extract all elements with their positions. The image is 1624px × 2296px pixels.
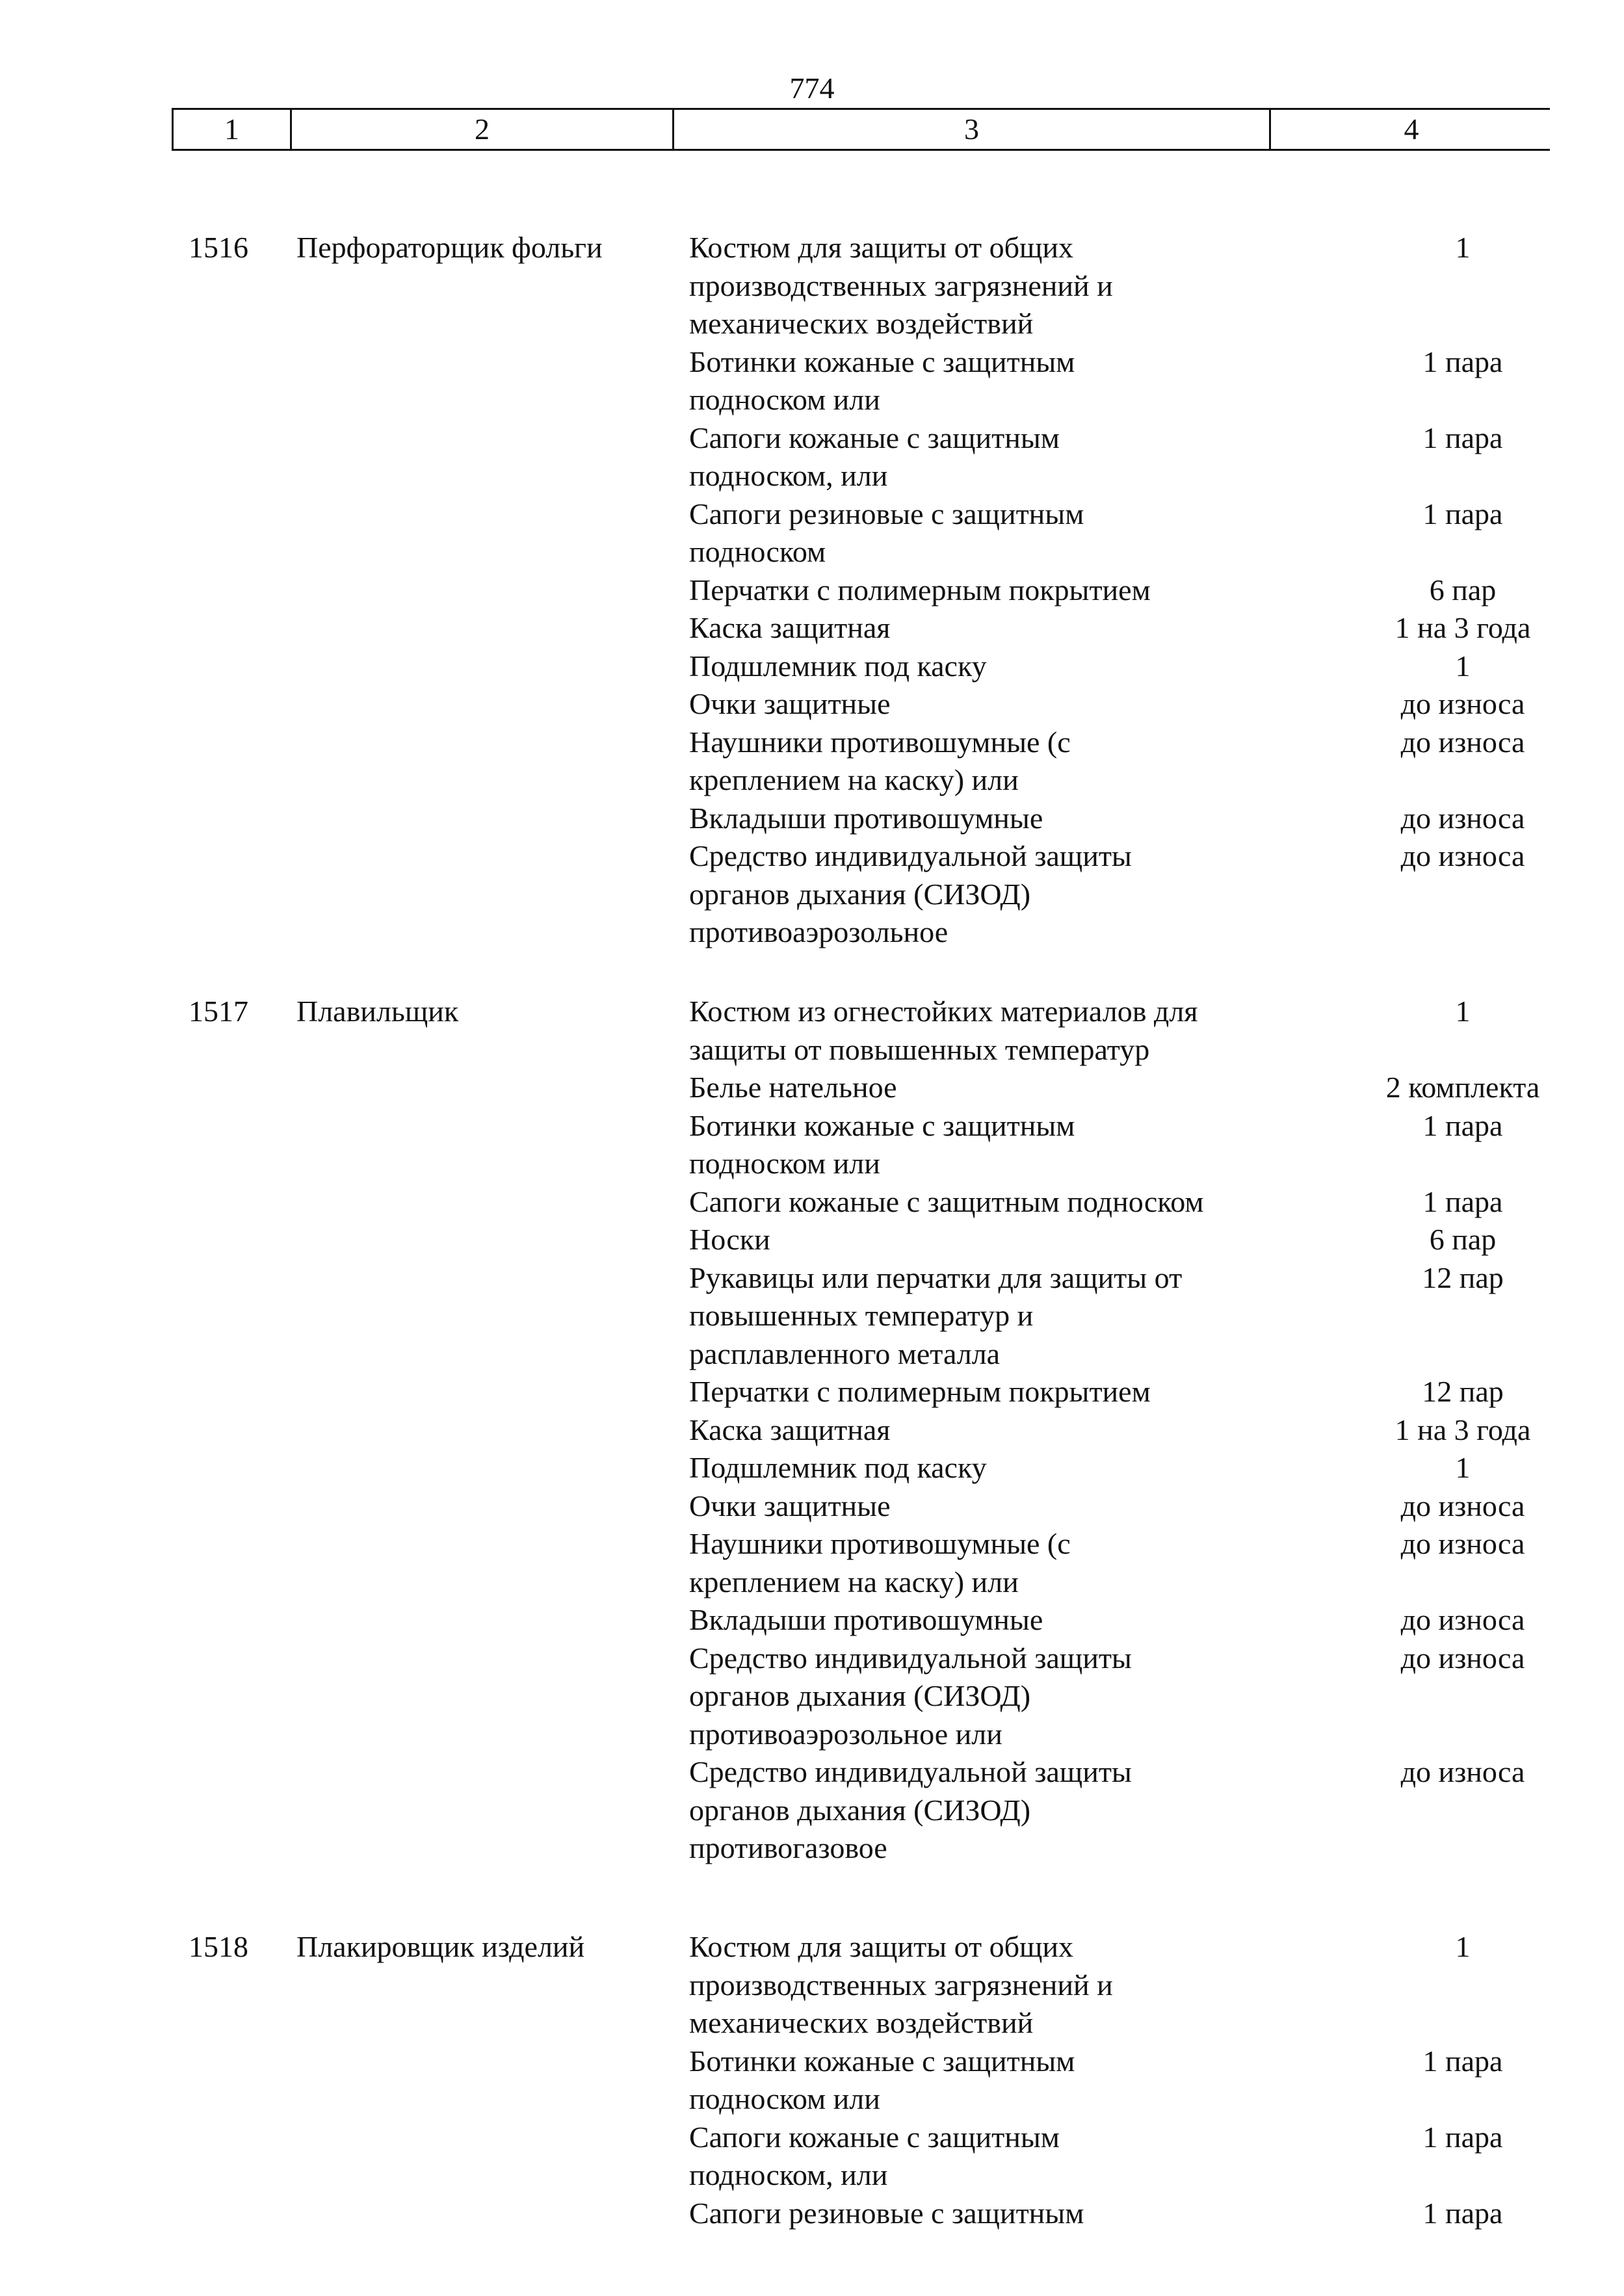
column-header-1: 1 xyxy=(174,110,292,149)
equipment-item-quantity: 1 пара xyxy=(1422,1184,1503,1218)
entry-number: 1518 xyxy=(189,1930,248,1963)
equipment-item-text: Перчатки с полимерным покрытием xyxy=(689,573,1151,607)
equipment-item-text: Ботинки кожаные с защитным xyxy=(689,1108,1075,1142)
equipment-item-text: Сапоги кожаные с защитным xyxy=(689,2120,1060,2154)
profession-name: Плакировщик изделий xyxy=(296,1930,585,1963)
equipment-item-quantity: до износа xyxy=(1400,1527,1525,1560)
equipment-item xyxy=(689,685,1525,724)
equipment-item xyxy=(689,1601,1525,1639)
equipment-item-text: Средство индивидуальной защиты xyxy=(689,839,1132,872)
equipment-item-text: Сапоги резиновые с защитным xyxy=(689,497,1084,530)
equipment-item-quantity: 12 пар xyxy=(1422,1260,1504,1294)
equipment-item-text: защиты от повышенных температур xyxy=(689,1032,1150,1066)
equipment-item-text: Очки защитные xyxy=(689,1489,891,1522)
equipment-item-text: Костюм из огнестойких материалов для xyxy=(689,995,1198,1028)
profession-name: Перфораторщик фольги xyxy=(296,231,603,264)
equipment-item-quantity: 12 пар xyxy=(1422,1375,1504,1408)
equipment-item-text: подноском, или xyxy=(689,459,888,492)
equipment-item xyxy=(689,1928,1471,2042)
equipment-item-text: противоаэрозольное xyxy=(689,915,949,948)
equipment-item xyxy=(689,609,1531,647)
equipment-item xyxy=(689,495,1503,571)
equipment-item-text: Носки xyxy=(689,1223,770,1256)
column-header-4: 4 xyxy=(1404,112,1419,146)
equipment-item-quantity: 1 xyxy=(1455,1451,1471,1484)
equipment-item-quantity: до износа xyxy=(1400,725,1525,759)
equipment-item-quantity: 1 пара xyxy=(1422,421,1503,454)
column-header-row xyxy=(172,108,1550,151)
equipment-item-quantity: до износа xyxy=(1400,801,1525,835)
equipment-item xyxy=(689,647,1471,686)
equipment-item-quantity: 1 пара xyxy=(1422,2196,1503,2230)
equipment-item-text: Костюм для защиты от общих xyxy=(689,1930,1074,1963)
equipment-item-text: производственных загрязнений и xyxy=(689,1968,1113,2002)
equipment-list xyxy=(689,993,1540,1868)
equipment-item-text: Ботинки кожаные с защитным xyxy=(689,345,1075,378)
equipment-item-quantity: 1 xyxy=(1455,995,1471,1028)
equipment-item-text: повышенных температур и xyxy=(689,1299,1034,1332)
equipment-item xyxy=(689,1525,1525,1601)
equipment-item xyxy=(689,1753,1525,1868)
equipment-item-quantity: 2 комплекта xyxy=(1385,1071,1540,1104)
column-header-3: 3 xyxy=(674,110,1271,149)
equipment-item-text: Сапоги резиновые с защитным xyxy=(689,2196,1084,2230)
equipment-item-quantity: до износа xyxy=(1400,1641,1525,1675)
equipment-item xyxy=(689,2195,1503,2233)
equipment-item-quantity: 1 пара xyxy=(1422,1108,1503,1142)
page-number: 774 xyxy=(789,72,835,105)
equipment-item-text: подноском или xyxy=(689,383,880,416)
equipment-item xyxy=(689,343,1503,419)
equipment-item-text: расплавленного металла xyxy=(689,1337,1001,1370)
equipment-item xyxy=(689,1449,1471,1487)
equipment-item xyxy=(689,1107,1503,1183)
equipment-item-quantity: 1 на 3 года xyxy=(1395,611,1531,644)
equipment-item xyxy=(689,419,1503,495)
equipment-item-quantity: 6 пар xyxy=(1429,573,1497,607)
equipment-item-quantity: до износа xyxy=(1400,1603,1525,1636)
equipment-item-text: Вкладыши противошумные xyxy=(689,1603,1043,1636)
equipment-item xyxy=(689,724,1525,800)
entry-number: 1517 xyxy=(189,995,248,1028)
equipment-item-text: органов дыхания (СИЗОД) xyxy=(689,877,1031,911)
equipment-item xyxy=(689,1373,1504,1411)
equipment-item-quantity: до износа xyxy=(1400,1755,1525,1788)
equipment-item-text: Подшлемник под каску xyxy=(689,649,987,683)
equipment-item-quantity: до износа xyxy=(1400,687,1525,720)
equipment-item-text: механических воздействий xyxy=(689,307,1034,340)
equipment-item-quantity: 1 пара xyxy=(1422,2120,1503,2154)
equipment-item-text: Сапоги кожаные с защитным xyxy=(689,421,1060,454)
equipment-item xyxy=(689,229,1471,343)
equipment-item-text: креплением на каску) или xyxy=(689,1565,1019,1598)
equipment-item-text: механических воздействий xyxy=(689,2006,1034,2039)
equipment-item-quantity: 1 на 3 года xyxy=(1395,1413,1531,1446)
column-header-2: 2 xyxy=(292,110,674,149)
equipment-item-text: производственных загрязнений и xyxy=(689,268,1113,302)
equipment-item-text: подноском или xyxy=(689,1147,880,1180)
equipment-item xyxy=(689,1183,1503,1221)
equipment-item-text: Костюм для защиты от общих xyxy=(689,231,1074,264)
equipment-item xyxy=(689,1487,1525,1526)
equipment-item xyxy=(689,571,1497,610)
equipment-item-text: противоаэрозольное или xyxy=(689,1717,1002,1751)
equipment-item-text: Перчатки с полимерным покрытием xyxy=(689,1375,1151,1408)
equipment-item-quantity: 1 xyxy=(1455,231,1471,264)
equipment-item-text: Сапоги кожаные с защитным подноском xyxy=(689,1184,1204,1218)
equipment-item-quantity: 1 пара xyxy=(1422,345,1503,378)
equipment-item-text: Очки защитные xyxy=(689,687,891,720)
equipment-item-quantity: 6 пар xyxy=(1429,1223,1497,1256)
equipment-item-text: Подшлемник под каску xyxy=(689,1451,987,1484)
equipment-item-text: креплением на каску) или xyxy=(689,763,1019,796)
equipment-item-text: Белье нательное xyxy=(689,1071,897,1104)
equipment-item-text: Ботинки кожаные с защитным xyxy=(689,2044,1075,2078)
equipment-item-text: Наушники противошумные (с xyxy=(689,1527,1071,1560)
equipment-item xyxy=(689,1221,1497,1259)
equipment-item-text: Средство индивидуальной защиты xyxy=(689,1641,1132,1675)
equipment-item xyxy=(689,1411,1531,1450)
equipment-item-text: Каска защитная xyxy=(689,611,891,644)
equipment-item xyxy=(689,2119,1503,2195)
equipment-item-text: Средство индивидуальной защиты xyxy=(689,1755,1132,1788)
profession-name: Плавильщик xyxy=(296,995,459,1028)
equipment-item-quantity: до износа xyxy=(1400,1489,1525,1522)
equipment-item xyxy=(689,993,1471,1069)
equipment-item-quantity: 1 пара xyxy=(1422,497,1503,530)
equipment-item-text: подноском, или xyxy=(689,2158,888,2191)
equipment-item-quantity: до износа xyxy=(1400,839,1525,872)
equipment-list xyxy=(689,229,1531,952)
equipment-item-text: Каска защитная xyxy=(689,1413,891,1446)
equipment-item-text: органов дыхания (СИЗОД) xyxy=(689,1679,1031,1712)
equipment-item-quantity: 1 пара xyxy=(1422,2044,1503,2078)
equipment-item xyxy=(689,837,1525,952)
equipment-item-text: подноском xyxy=(689,535,826,568)
entry-number: 1516 xyxy=(189,231,248,264)
equipment-item xyxy=(689,800,1525,838)
equipment-item xyxy=(689,1639,1525,1754)
equipment-item-quantity: 1 xyxy=(1455,1930,1471,1963)
equipment-item-text: противогазовое xyxy=(689,1831,887,1864)
equipment-item-text: Рукавицы или перчатки для защиты от xyxy=(689,1260,1183,1294)
equipment-item xyxy=(689,2042,1503,2119)
equipment-item-text: Вкладыши противошумные xyxy=(689,801,1043,835)
equipment-item xyxy=(689,1259,1504,1374)
equipment-item-quantity: 1 xyxy=(1455,649,1471,683)
equipment-item-text: подноском или xyxy=(689,2082,880,2115)
equipment-item-text: органов дыхания (СИЗОД) xyxy=(689,1793,1031,1827)
equipment-item xyxy=(689,1069,1540,1107)
equipment-list xyxy=(689,1928,1503,2232)
equipment-item-text: Наушники противошумные (с xyxy=(689,725,1071,759)
